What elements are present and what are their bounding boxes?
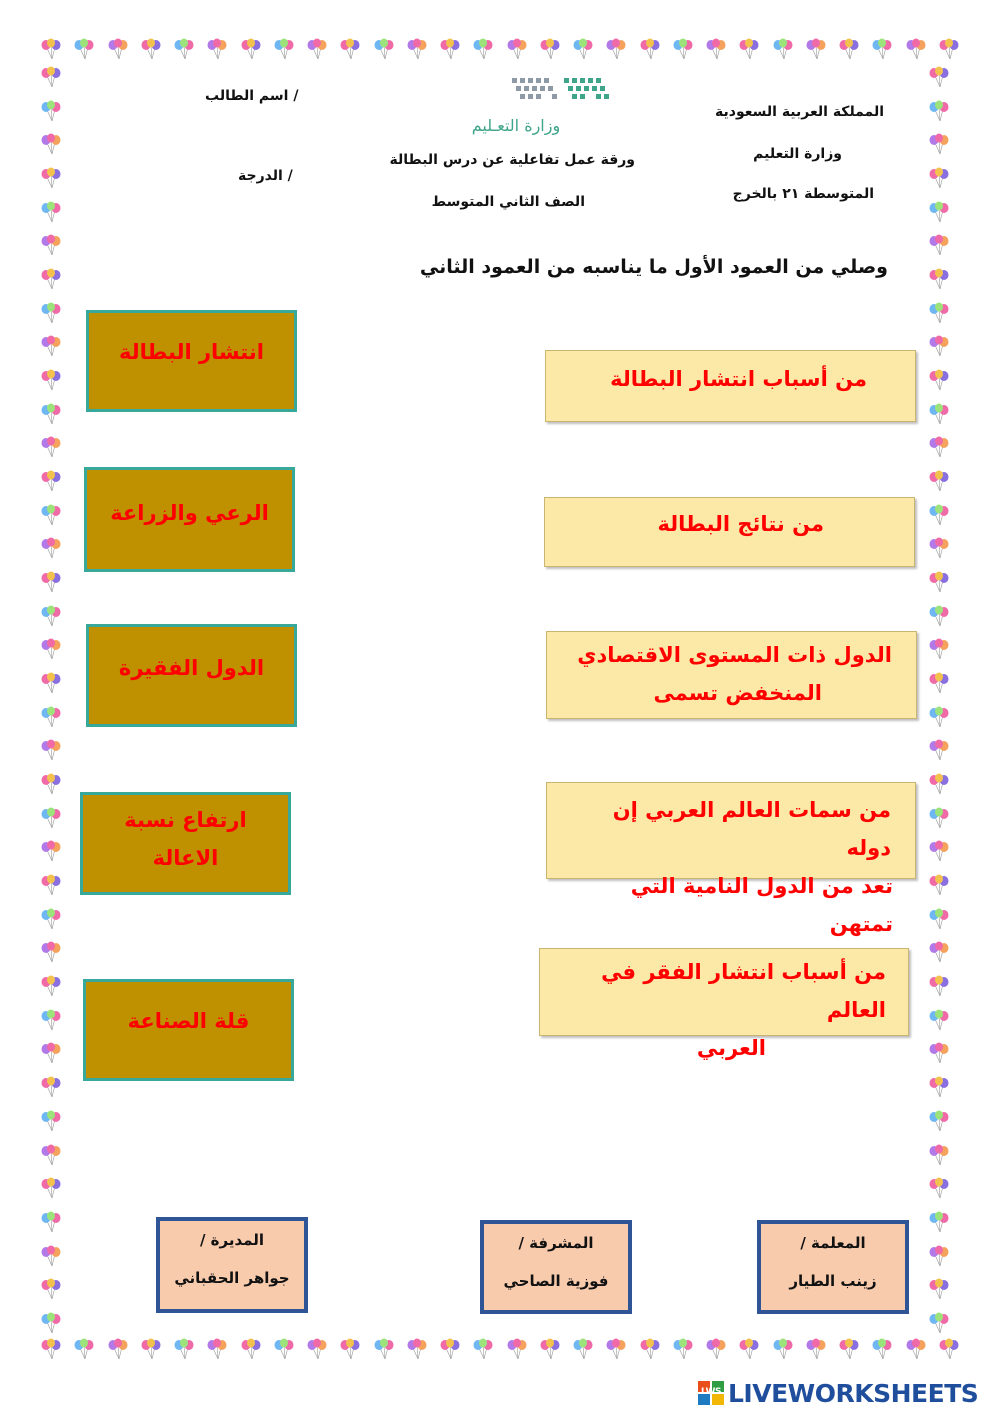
balloon-icon <box>40 436 62 458</box>
balloon-icon <box>928 1177 950 1199</box>
balloon-icon <box>871 1338 893 1360</box>
question-3-line-1: الدول ذات المستوى الاقتصادي <box>577 643 892 667</box>
answer-box-2[interactable] <box>84 467 295 572</box>
balloon-icon <box>240 1338 262 1360</box>
balloon-icon <box>373 38 395 60</box>
liveworksheets-logo <box>698 1379 998 1409</box>
balloon-icon <box>40 1110 62 1132</box>
balloon-icon <box>905 1338 927 1360</box>
teacher-name: زينب الطيار <box>789 1272 877 1290</box>
balloon-icon <box>928 66 950 88</box>
ministry-logo <box>450 72 630 138</box>
balloon-icon <box>40 874 62 896</box>
balloon-icon <box>206 38 228 60</box>
balloon-icon <box>928 1245 950 1267</box>
balloon-icon <box>705 38 727 60</box>
balloon-icon <box>40 470 62 492</box>
balloon-icon <box>40 1042 62 1064</box>
balloon-icon <box>928 706 950 728</box>
balloon-icon <box>406 38 428 60</box>
balloon-icon <box>928 1211 950 1233</box>
balloon-icon <box>928 470 950 492</box>
balloon-icon <box>928 773 950 795</box>
balloon-icon <box>928 201 950 223</box>
balloon-icon <box>40 571 62 593</box>
balloon-icon <box>672 1338 694 1360</box>
balloon-icon <box>539 1338 561 1360</box>
answer-box-3[interactable] <box>86 624 297 727</box>
balloon-icon <box>738 38 760 60</box>
balloon-icon <box>40 1312 62 1334</box>
balloon-icon <box>107 1338 129 1360</box>
balloon-icon <box>928 672 950 694</box>
balloon-icon <box>273 1338 295 1360</box>
balloon-icon <box>871 38 893 60</box>
balloon-icon <box>373 1338 395 1360</box>
balloon-icon <box>40 739 62 761</box>
balloon-icon <box>40 1144 62 1166</box>
balloon-icon <box>40 908 62 930</box>
principal-role: المديرة / <box>199 1231 264 1249</box>
ministry-logo-mark-icon <box>512 72 632 106</box>
balloon-icon <box>928 504 950 526</box>
balloon-icon <box>928 605 950 627</box>
answer-3-line-1: الدول الفقيرة <box>118 656 265 680</box>
ministry-logo-text: وزارة التعـليم <box>471 116 561 135</box>
principal-name: جواهر الحقباني <box>174 1269 290 1287</box>
balloon-icon <box>306 1338 328 1360</box>
balloon-icon <box>738 1338 760 1360</box>
header-ministry: وزارة التعليم <box>753 146 842 162</box>
question-box-4[interactable] <box>546 782 916 936</box>
question-4-line-1: من سمات العالم العربي إن دوله <box>612 798 891 860</box>
balloon-icon <box>928 100 950 122</box>
balloon-icon <box>772 1338 794 1360</box>
balloon-icon <box>40 335 62 357</box>
balloon-icon <box>472 1338 494 1360</box>
balloon-icon <box>928 167 950 189</box>
question-5-line-2: العربي <box>696 1036 766 1060</box>
balloon-icon <box>40 1278 62 1300</box>
balloon-icon <box>928 739 950 761</box>
question-box-5[interactable] <box>539 948 909 1060</box>
signature-supervisor <box>480 1220 632 1314</box>
question-box-1[interactable] <box>545 350 916 422</box>
answer-box-1[interactable] <box>86 310 297 412</box>
balloon-icon <box>928 840 950 862</box>
answer-4-line-1: ارتفاع نسبة <box>124 808 247 832</box>
logo-letters: LWS <box>701 1387 721 1397</box>
balloon-icon <box>273 38 295 60</box>
balloon-icon <box>928 1110 950 1132</box>
liveworksheets-logo-mark-icon <box>698 1381 724 1405</box>
balloon-icon <box>40 840 62 862</box>
balloon-icon <box>40 504 62 526</box>
supervisor-role: المشرفة / <box>518 1234 594 1252</box>
balloon-icon <box>406 1338 428 1360</box>
balloon-icon <box>639 38 661 60</box>
decorative-border-bottom <box>40 1338 960 1362</box>
balloon-icon <box>805 1338 827 1360</box>
balloon-icon <box>928 234 950 256</box>
question-5-line-1: من أسباب انتشار الفقر في العالم <box>601 960 886 1022</box>
balloon-icon <box>506 1338 528 1360</box>
answer-5-line-1: قلة الصناعة <box>127 1009 250 1033</box>
balloon-icon <box>40 537 62 559</box>
balloon-icon <box>928 1076 950 1098</box>
question-box-2[interactable] <box>544 497 915 567</box>
supervisor-name: فوزية الصاحي <box>503 1272 609 1290</box>
balloon-icon <box>928 133 950 155</box>
balloon-icon <box>40 1009 62 1031</box>
header-school: المتوسطة ٢١ بالخرج <box>732 186 874 202</box>
matching-instruction: وصلي من العمود الأول ما يناسبه من العمود الثاني <box>419 256 888 278</box>
balloon-icon <box>938 1338 960 1360</box>
balloon-icon <box>40 201 62 223</box>
balloon-icon <box>40 167 62 189</box>
balloon-icon <box>339 1338 361 1360</box>
balloon-icon <box>40 1076 62 1098</box>
balloon-icon <box>838 1338 860 1360</box>
balloon-icon <box>928 571 950 593</box>
balloon-icon <box>107 38 129 60</box>
balloon-icon <box>40 1338 62 1360</box>
balloon-icon <box>73 1338 95 1360</box>
balloon-icon <box>938 38 960 60</box>
balloon-icon <box>928 436 950 458</box>
answer-box-5[interactable] <box>83 979 294 1081</box>
balloon-icon <box>439 38 461 60</box>
balloon-icon <box>140 1338 162 1360</box>
balloon-icon <box>472 38 494 60</box>
question-2-line-1: من نتائج البطالة <box>657 512 824 536</box>
balloon-icon <box>928 302 950 324</box>
answer-2-line-1: الرعي والزراعة <box>110 501 269 525</box>
balloon-icon <box>605 1338 627 1360</box>
decorative-border-left <box>40 66 64 1334</box>
grade-level: الصف الثاني المتوسط <box>431 194 585 210</box>
balloon-icon <box>928 1042 950 1064</box>
decorative-border-right <box>928 66 952 1334</box>
answer-1-line-1: انتشار البطالة <box>119 340 264 364</box>
balloon-icon <box>40 66 62 88</box>
decorative-border-top <box>40 38 960 62</box>
balloon-icon <box>928 941 950 963</box>
balloon-icon <box>40 268 62 290</box>
balloon-icon <box>928 268 950 290</box>
worksheet-title: ورقة عمل تفاعلية عن درس البطالة <box>389 152 635 168</box>
balloon-icon <box>40 38 62 60</box>
signature-teacher <box>757 1220 909 1314</box>
balloon-icon <box>40 1177 62 1199</box>
balloon-icon <box>40 1211 62 1233</box>
balloon-icon <box>40 1245 62 1267</box>
balloon-icon <box>40 133 62 155</box>
signature-principal <box>156 1217 308 1313</box>
balloon-icon <box>572 1338 594 1360</box>
balloon-icon <box>928 369 950 391</box>
balloon-icon <box>928 807 950 829</box>
balloon-icon <box>928 537 950 559</box>
balloon-icon <box>73 38 95 60</box>
balloon-icon <box>40 302 62 324</box>
question-4-line-2: تعد من الدول النامية التي تمتهن <box>630 874 893 936</box>
balloon-icon <box>506 38 528 60</box>
balloon-icon <box>40 975 62 997</box>
question-1-line-1: من أسباب انتشار البطالة <box>610 367 867 391</box>
balloon-icon <box>206 1338 228 1360</box>
balloon-icon <box>928 874 950 896</box>
balloon-icon <box>928 1009 950 1031</box>
balloon-icon <box>928 975 950 997</box>
balloon-icon <box>705 1338 727 1360</box>
balloon-icon <box>306 38 328 60</box>
header-kingdom: المملكة العربية السعودية <box>715 104 884 120</box>
balloon-icon <box>40 638 62 660</box>
balloon-icon <box>40 605 62 627</box>
balloon-icon <box>40 369 62 391</box>
balloon-icon <box>928 638 950 660</box>
balloon-icon <box>40 706 62 728</box>
balloon-icon <box>140 38 162 60</box>
balloon-icon <box>173 38 195 60</box>
question-box-3[interactable] <box>546 631 917 719</box>
balloon-icon <box>40 672 62 694</box>
balloon-icon <box>40 234 62 256</box>
balloon-icon <box>928 1312 950 1334</box>
balloon-icon <box>672 38 694 60</box>
answer-4-line-2: الاعالة <box>152 846 219 870</box>
balloon-icon <box>772 38 794 60</box>
answer-box-4[interactable] <box>80 792 291 895</box>
balloon-icon <box>40 403 62 425</box>
balloon-icon <box>240 38 262 60</box>
score-label: الدرجة / <box>238 168 293 184</box>
question-3-line-2: المنخفض تسمى <box>653 681 822 705</box>
balloon-icon <box>928 335 950 357</box>
balloon-icon <box>928 908 950 930</box>
balloon-icon <box>928 1144 950 1166</box>
teacher-role: المعلمة / <box>800 1234 866 1252</box>
balloon-icon <box>639 1338 661 1360</box>
balloon-icon <box>40 807 62 829</box>
balloon-icon <box>40 773 62 795</box>
balloon-icon <box>805 38 827 60</box>
balloon-icon <box>40 941 62 963</box>
student-name-label: اسم الطالب / <box>205 88 299 104</box>
balloon-icon <box>339 38 361 60</box>
balloon-icon <box>173 1338 195 1360</box>
balloon-icon <box>928 1278 950 1300</box>
balloon-icon <box>838 38 860 60</box>
liveworksheets-brand: LIVEWORKSHEETS <box>728 1379 979 1408</box>
balloon-icon <box>605 38 627 60</box>
balloon-icon <box>539 38 561 60</box>
balloon-icon <box>572 38 594 60</box>
balloon-icon <box>905 38 927 60</box>
balloon-icon <box>928 403 950 425</box>
balloon-icon <box>40 100 62 122</box>
balloon-icon <box>439 1338 461 1360</box>
